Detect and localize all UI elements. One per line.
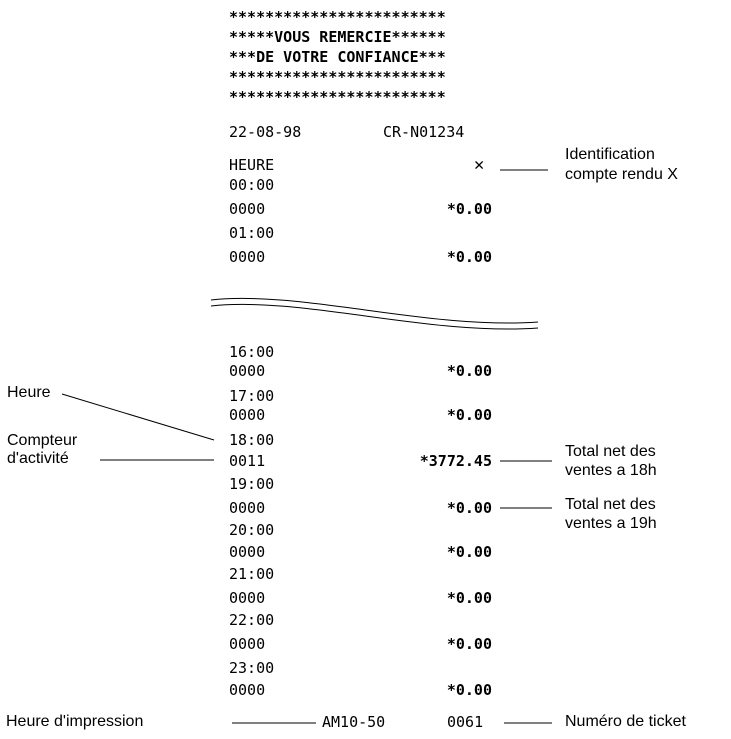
annotation-numero-ticket: Numéro de ticket bbox=[565, 713, 686, 730]
print-time: AM10-50 bbox=[322, 713, 386, 731]
row-count: 0000 bbox=[229, 248, 266, 266]
row-time: 22:00 bbox=[229, 611, 275, 629]
annotation-heure: Heure bbox=[7, 384, 51, 401]
row-amount: *0.00 bbox=[446, 681, 492, 699]
receipt-register-no: CR-N01234 bbox=[383, 123, 465, 141]
row-count: 0000 bbox=[229, 362, 266, 380]
annotation-total-18-line-1: Total net des bbox=[565, 443, 656, 460]
row-amount: *0.00 bbox=[446, 248, 492, 266]
paper-tear-mark bbox=[211, 298, 538, 329]
x-report-icon: ✕ bbox=[474, 155, 485, 175]
receipt-header-line-5: ************************ bbox=[229, 88, 446, 106]
row-time: 23:00 bbox=[229, 659, 275, 677]
receipt-date: 22-08-98 bbox=[229, 123, 302, 141]
row-time: 16:00 bbox=[229, 343, 275, 361]
row-time: 18:00 bbox=[229, 431, 275, 449]
receipt-header-line-3: ***DE VOTRE CONFIANCE*** bbox=[229, 48, 446, 66]
annotation-identification-line-2: compte rendu X bbox=[565, 166, 678, 183]
row-count: 0000 bbox=[229, 200, 266, 218]
row-time: 00:00 bbox=[229, 176, 275, 194]
row-time: 19:00 bbox=[229, 475, 275, 493]
annotation-total-19-line-1: Total net des bbox=[565, 496, 656, 513]
row-time: 21:00 bbox=[229, 565, 275, 583]
annotation-heure-impression: Heure d'impression bbox=[6, 713, 144, 730]
row-count: 0011 bbox=[229, 452, 266, 470]
row-count: 0000 bbox=[229, 635, 266, 653]
row-amount: *3772.45 bbox=[419, 452, 492, 470]
row-count: 0000 bbox=[229, 681, 266, 699]
receipt-header-line-2: *****VOUS REMERCIE****** bbox=[229, 28, 446, 46]
row-count: 0000 bbox=[229, 543, 266, 561]
row-count: 0000 bbox=[229, 499, 266, 517]
annotation-identification-line-1: Identification bbox=[565, 146, 655, 163]
receipt-header-line-4: ************************ bbox=[229, 68, 446, 86]
row-amount: *0.00 bbox=[446, 543, 492, 561]
row-count: 0000 bbox=[229, 589, 266, 607]
heure-leader bbox=[62, 394, 214, 440]
row-amount: *0.00 bbox=[446, 200, 492, 218]
annotation-compteur-line-1: Compteur bbox=[7, 432, 78, 449]
row-amount: *0.00 bbox=[446, 406, 492, 424]
row-count: 0000 bbox=[229, 406, 266, 424]
receipt-header-line-1: ************************ bbox=[229, 8, 446, 26]
annotation-total-18-line-2: ventes a 18h bbox=[565, 462, 657, 479]
row-time: 17:00 bbox=[229, 387, 275, 405]
annotation-total-19-line-2: ventes a 19h bbox=[565, 515, 657, 532]
row-time: 01:00 bbox=[229, 224, 275, 242]
row-time: 20:00 bbox=[229, 521, 275, 539]
row-amount: *0.00 bbox=[446, 499, 492, 517]
row-amount: *0.00 bbox=[446, 589, 492, 607]
annotation-compteur-line-2: d'activité bbox=[7, 450, 69, 467]
receipt-heure-label: HEURE bbox=[229, 156, 275, 174]
ticket-number: 0061 bbox=[447, 713, 484, 731]
row-amount: *0.00 bbox=[446, 635, 492, 653]
row-amount: *0.00 bbox=[446, 362, 492, 380]
